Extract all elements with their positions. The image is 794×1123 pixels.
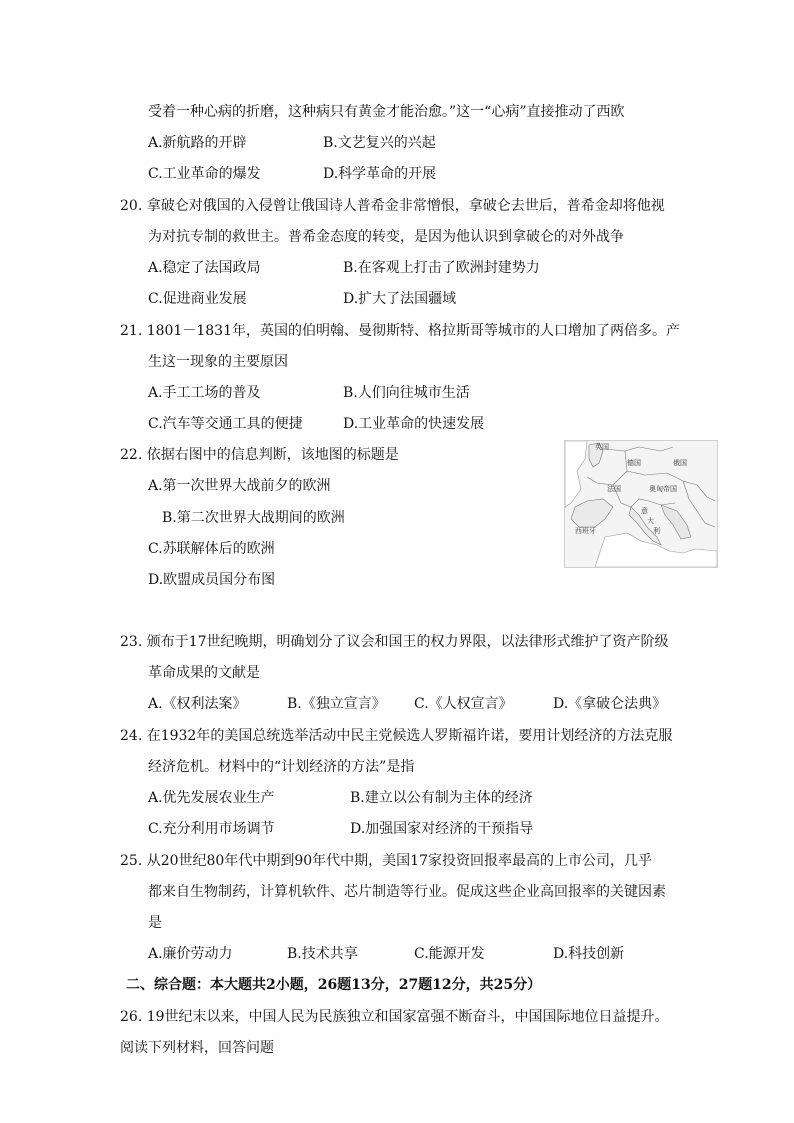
- q20-option-d: D.扩大了法国疆域: [343, 291, 457, 307]
- q20-stem-line1: 20. 拿破仑对俄国的入侵曾让俄国诗人普希金非常憎恨，拿破仑去世后，普希金却将他视: [120, 198, 665, 214]
- q19-option-d: D.科学革命的开展: [323, 166, 437, 182]
- q20-option-c: C.促进商业发展: [148, 291, 247, 307]
- map-label-spain: 西班牙: [575, 527, 596, 535]
- map-label-italy-1: 意: [641, 507, 648, 515]
- q22-option-b: B.第二次世界大战期间的欧洲: [162, 510, 345, 526]
- europe-map-svg: [565, 441, 717, 567]
- map-label-germany: 德国: [627, 459, 641, 467]
- q21-option-b: B.人们向往城市生活: [343, 385, 470, 401]
- q22-option-d: D.欧盟成员国分布图: [148, 572, 276, 588]
- map-label-italy-3: 利: [653, 527, 660, 535]
- q21-option-a: A.手工工场的普及: [148, 385, 261, 401]
- map-label-france: 法国: [607, 485, 621, 493]
- q21-option-c: C.汽车等交通工具的便捷: [148, 416, 303, 432]
- q25-option-c: C.能源开发: [414, 946, 485, 962]
- q19-stem-continuation: 受着一种心病的折磨，这种病只有黄金才能治愈。”这一“心病”直接推动了西欧: [148, 104, 625, 120]
- q23-stem-line2: 革命成果的文献是: [148, 665, 260, 681]
- q20-option-b: B.在客观上打击了欧洲封建势力: [343, 260, 540, 276]
- q19-option-b: B.文艺复兴的兴起: [323, 135, 436, 151]
- q24-stem-line1: 24. 在1932年的美国总统选举活动中民主党候选人罗斯福许诺，要用计划经济的方法克服: [120, 728, 673, 744]
- map-label-russia: 俄国: [673, 459, 687, 467]
- q24-option-a: A.优先发展农业生产: [148, 790, 275, 806]
- q22-option-a: A.第一次世界大战前夕的欧洲: [148, 478, 331, 494]
- q23-option-d: D.《拿破仑法典》: [553, 696, 667, 712]
- q20-stem-line2: 为对抗专制的救世主。普希金态度的转变，是因为他认识到拿破仑的对外战争: [148, 229, 624, 245]
- q23-option-a: A.《权利法案》: [148, 696, 247, 712]
- map-label-uk: 英国: [595, 443, 609, 451]
- q26-stem-line1: 26. 19世纪末以来，中国人民为民族独立和国家富强不断奋斗，中国国际地位日益提升。: [120, 1009, 669, 1025]
- q26-stem-line2: 阅读下列材料，回答问题: [120, 1040, 274, 1056]
- europe-map-figure: [564, 440, 718, 568]
- q25-option-d: D.科技创新: [553, 946, 625, 962]
- q25-stem-line3: 是: [148, 915, 162, 931]
- q22-stem: 22. 依据右图中的信息判断，该地图的标题是: [120, 447, 399, 463]
- section-2-heading: 二、综合题：本大题共2小题，26题13分，27题12分，共25分）: [126, 977, 542, 993]
- q19-option-a: A.新航路的开辟: [148, 135, 247, 151]
- q25-stem-line2: 都来自生物制药，计算机软件、芯片制造等行业。促成这些企业高回报率的关键因素: [148, 884, 666, 900]
- map-label-austria-hungary: 奥匈帝国: [649, 485, 677, 493]
- q25-option-b: B.技术共享: [287, 946, 358, 962]
- q23-option-b: B.《独立宣言》: [287, 696, 386, 712]
- q24-option-b: B.建立以公有制为主体的经济: [350, 790, 533, 806]
- q20-option-a: A.稳定了法国政局: [148, 260, 261, 276]
- q21-option-d: D.工业革命的快速发展: [343, 416, 485, 432]
- q21-stem-line1: 21. 1801－1831年，英国的伯明翰、曼彻斯特、格拉斯哥等城市的人口增加了两倍多。产: [120, 323, 680, 339]
- q19-option-c: C.工业革命的爆发: [148, 166, 261, 182]
- q21-stem-line2: 生这一现象的主要原因: [148, 354, 288, 370]
- q24-option-d: D.加强国家对经济的干预指导: [350, 821, 534, 837]
- q22-option-c: C.苏联解体后的欧洲: [148, 541, 275, 557]
- q24-option-c: C.充分利用市场调节: [148, 821, 275, 837]
- q23-stem-line1: 23. 颁布于17世纪晚期，明确划分了议会和国王的权力界限，以法律形式维护了资产阶级: [120, 634, 669, 650]
- q25-stem-line1: 25. 从20世纪80年代中期到90年代中期，美国17家投资回报率最高的上市公司，几乎: [120, 853, 652, 869]
- q24-stem-line2: 经济危机。材料中的“计划经济的方法”是指: [148, 759, 415, 775]
- q23-option-c: C.《人权宣言》: [414, 696, 513, 712]
- map-label-italy-2: 大: [647, 517, 654, 525]
- q25-option-a: A.廉价劳动力: [148, 946, 233, 962]
